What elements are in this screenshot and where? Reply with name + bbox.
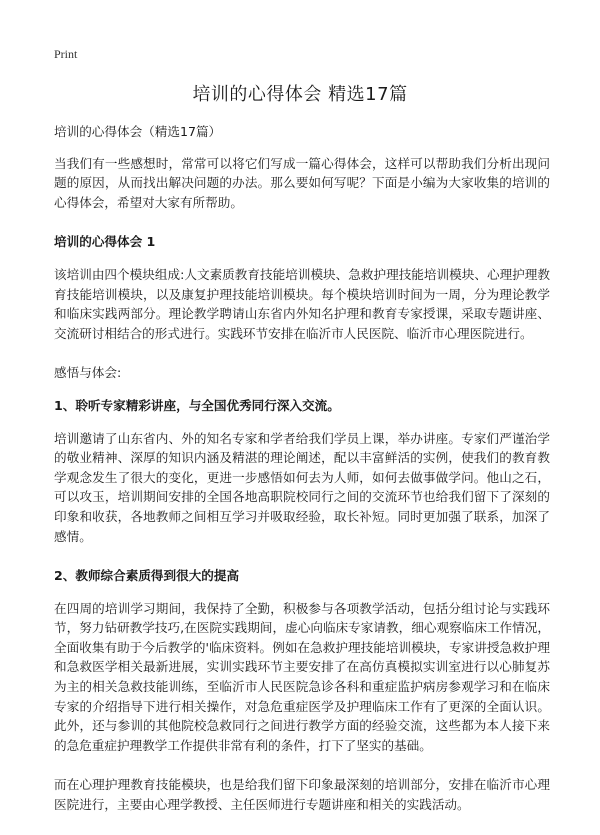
- point1-paragraph: 培训邀请了山东省内、外的知名专家和学者给我们学员上课，举办讲座。专家们严谨治学的敬业精神、深厚的知识内涵及精湛的理论阐述，配以丰富鲜活的实例，使我们的教育教学观念发生了很大的变化，更进一步感悟如何去为人师，如何去做事做学问。他山之石，可以攻玉，培训期间安排的全国各地高职院校同行之间的交流环节也给我们留下了深刻的印象和收获，各地教师之间相互学习并吸取经验，取长补短。同时更加强了联系，加深了感情。: [54, 430, 550, 544]
- point1-heading: 1、聆听专家精彩讲座，与全国优秀同行深入交流。: [54, 397, 340, 413]
- print-link[interactable]: Print: [54, 47, 78, 61]
- feelings-label: 感悟与体会:: [54, 365, 122, 381]
- section1-paragraph: 该培训由四个模块组成:人文素质教育技能培训模块、急救护理技能培训模块、心理护理教育技能培训模块，以及康复护理技能培训模块。每个模块培训时间为一周，分为理论教学和临床实践两部分。理论教学聘请山东省内外知名护理和教育专家授课，采取专题讲座、交流研讨相结合的形式进行。实践环节安排在临沂市人民医院、临沂市心理医院进行。: [54, 266, 550, 341]
- page-title: 培训的心得体会 精选17篇: [192, 84, 408, 105]
- point2-paragraph: 在四周的培训学习期间，我保持了全勤，积极参与各项教学活动，包括分组讨论与实践环节，努力钻研教学技巧,在医院实践期间，虚心向临床专家请教，细心观察临床工作情况，全面收集有助于今后教学的'临床资料。例如在急救护理技能培训模块，专家讲授急救护理和急救医学相关最新进展，实训实践环节主要安排了在高仿真模拟实训室进行以心肺复苏为主的相关急救技能训练，至临沂市人民医院急诊各科和重症监护病房参观学习和在临床专家的介绍指导下进行相关操作，对急危重症医学及护理临床工作有了更深的全面认识。此外，还与参训的其他院校急救同行之间进行教学方面的经验交流，这些都为本人接下来的急危重症护理教学工作提供非常有利的条件，打下了坚实的基础。: [54, 600, 550, 753]
- article-subtitle: 培训的心得体会（精选17篇）: [54, 124, 222, 139]
- section1-heading: 培训的心得体会 1: [54, 234, 156, 250]
- article-body: [54, 122, 550, 835]
- point2-paragraph-continued: 而在心理护理教育技能模块，也是给我们留下印象最深刻的培训部分，安排在临沂市心理医院进行，主要由心理学教授、主任医师进行专题讲座和相关的实践活动。: [54, 777, 550, 813]
- point2-heading: 2、教师综合素质得到很大的提高: [54, 568, 240, 584]
- intro-paragraph: 当我们有一些感想时，常常可以将它们写成一篇心得体会，这样可以帮助我们分析出现问题的原因，从而找出解决问题的办法。那么要如何写呢？下面是小编为大家收集的培训的心得体会，希望对大家有所帮助。: [54, 155, 550, 210]
